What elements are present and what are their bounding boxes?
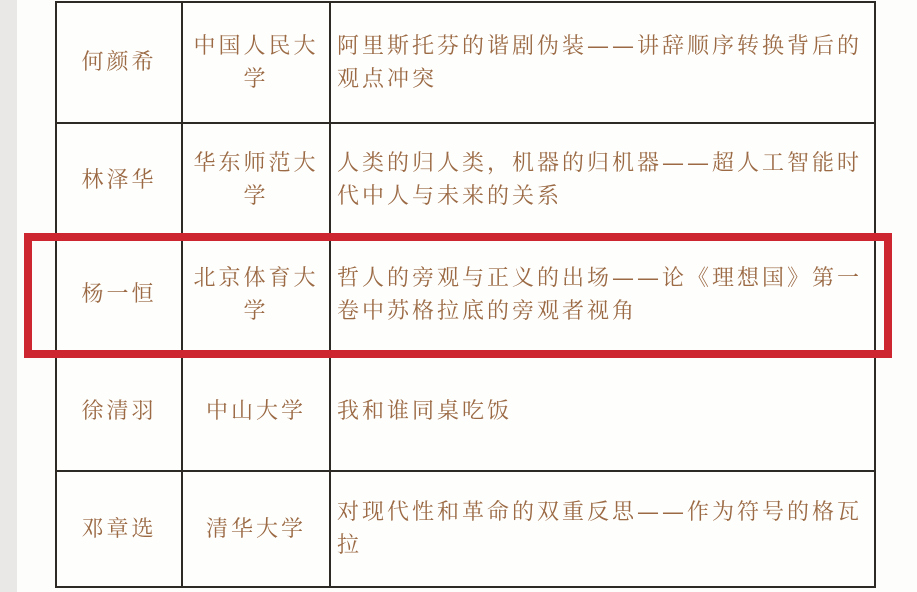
table-row bbox=[56, 352, 875, 471]
topic-cell: 对现代性和革命的双重反思——作为符号的格瓦拉 bbox=[330, 471, 875, 587]
speaker-name-cell: 徐清羽 bbox=[56, 352, 182, 471]
table-row-highlighted bbox=[56, 237, 875, 352]
speaker-roster-table bbox=[55, 1, 876, 588]
topic-cell: 哲人的旁观与正义的出场——论《理想国》第一卷中苏格拉底的旁观者视角 bbox=[330, 237, 875, 352]
table-row bbox=[56, 471, 875, 587]
university-cell: 北京体育大学 bbox=[182, 237, 330, 352]
table-row bbox=[56, 2, 875, 123]
table-row bbox=[56, 123, 875, 237]
university-cell: 华东师范大学 bbox=[182, 123, 330, 237]
university-cell: 中国人民大学 bbox=[182, 2, 330, 123]
university-cell: 中山大学 bbox=[182, 352, 330, 471]
topic-cell: 我和谁同桌吃饭 bbox=[330, 352, 875, 471]
speaker-name-cell: 林泽华 bbox=[56, 123, 182, 237]
speaker-name-cell: 何颜希 bbox=[56, 2, 182, 123]
speaker-name-cell: 邓章选 bbox=[56, 471, 182, 587]
university-cell: 清华大学 bbox=[182, 471, 330, 587]
topic-cell: 人类的归人类，机器的归机器——超人工智能时代中人与未来的关系 bbox=[330, 123, 875, 237]
speaker-name-cell: 杨一恒 bbox=[56, 237, 182, 352]
page-edge-strip bbox=[0, 0, 17, 592]
topic-cell: 阿里斯托芬的谐剧伪装——讲辞顺序转换背后的观点冲突 bbox=[330, 2, 875, 123]
